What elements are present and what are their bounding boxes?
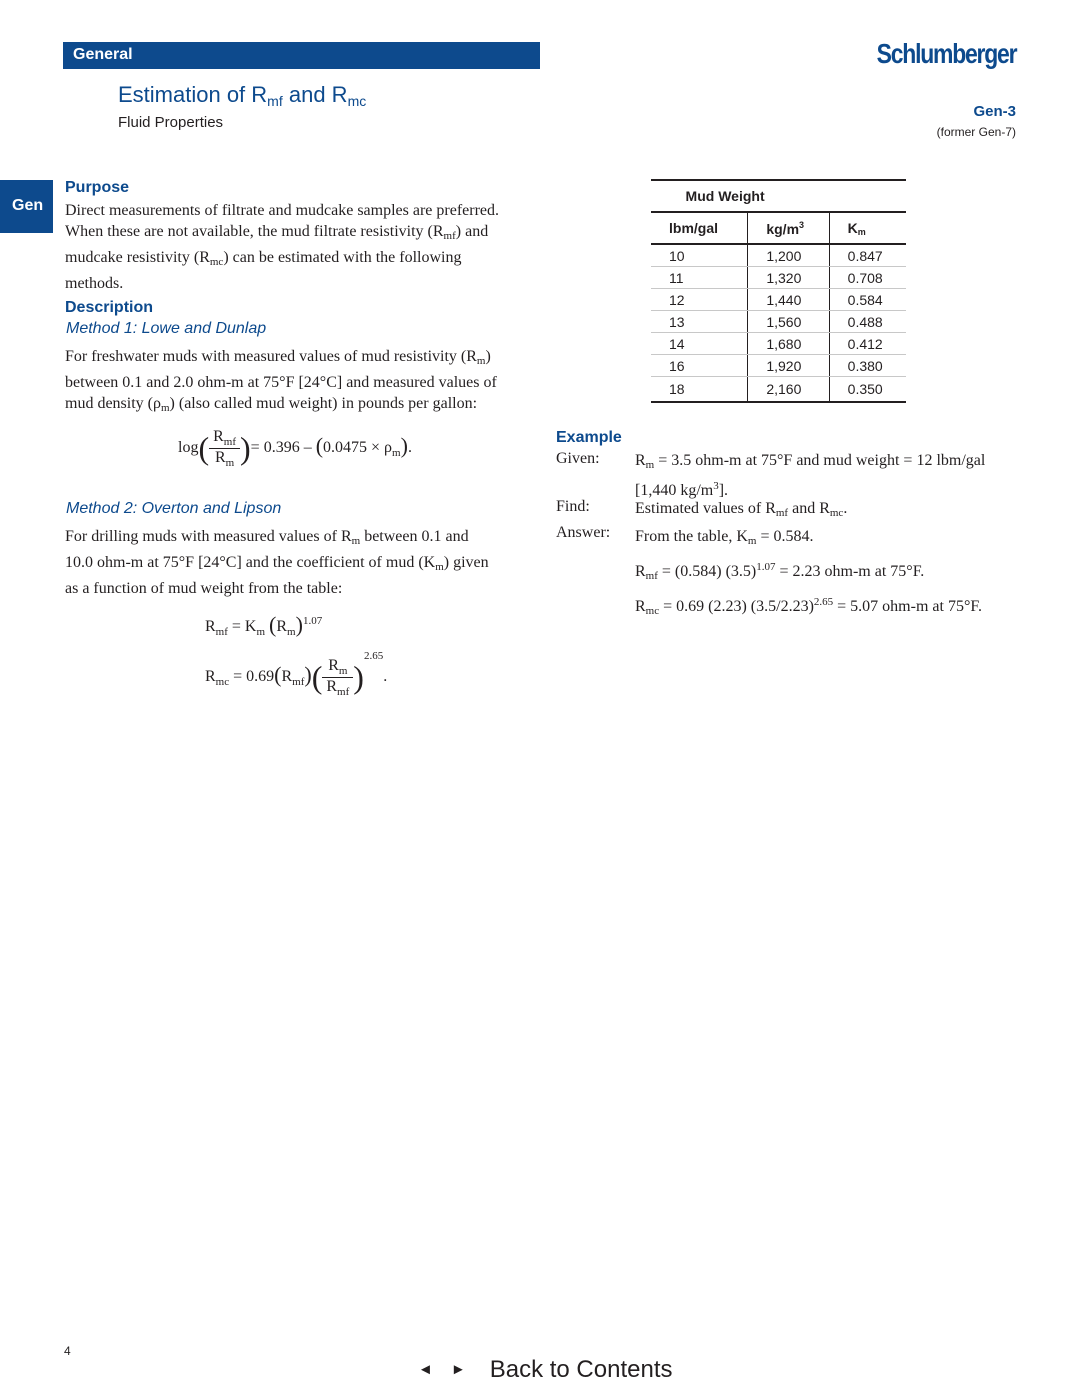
table-row: 12 1,440 0.584: [651, 289, 906, 311]
side-tab-gen[interactable]: [0, 180, 53, 233]
given-text: $R_m = 3.5$ ohm-m at 75°F and mud weight = 12 lbm/gal [1,440 $kg/m^3$].: [635, 452, 986, 499]
col-header-kg-m3: $kg/m^3$: [748, 212, 829, 244]
table-row: 10 1,200 0.847: [651, 244, 906, 267]
next-page-icon[interactable]: ►: [450, 1361, 466, 1378]
col-header-km: $K_m$: [829, 212, 906, 244]
brand-logo: Schlumberger: [876, 38, 1016, 69]
find-label: Find:: [556, 498, 590, 515]
answer-label: Answer:: [556, 524, 611, 541]
method1-text: For freshwater muds with measured values of mud resistivity $(R_m)$ between 0.1 and 2.0 ohm-m at 75°F [24°C] and measured values of mud density $(\rho_m)$ (also called mud weight) in pounds per gallon:: [65, 348, 497, 414]
mud-weight-table: [651, 179, 906, 403]
page-number: 4: [64, 1344, 71, 1358]
table-header-row: [651, 212, 906, 244]
back-to-contents-link[interactable]: Back to Contents: [489, 1356, 673, 1383]
method2-title: Method 2: Overton and Lipson: [66, 500, 282, 517]
table-caption: Mud Weight: [651, 180, 829, 212]
document-id: Gen-3: [973, 103, 1016, 120]
table-row: 13 1,560 0.488: [651, 311, 906, 333]
table-row: 16 1,920 0.380: [651, 355, 906, 377]
given-label: Given:: [556, 450, 600, 467]
page-title: Estimation of $R_{mf}$ and $R_{mc}$: [118, 82, 367, 109]
table-row: 14 1,680 0.412: [651, 333, 906, 355]
find-text: Estimated values of $R_{mf}$ and $R_{mc}$.: [635, 500, 848, 519]
former-document-id: (former Gen-7): [936, 125, 1016, 139]
description-heading: Description: [65, 299, 154, 316]
example-heading: Example: [556, 429, 622, 446]
page-subtitle: Fluid Properties: [118, 114, 224, 131]
section-header-bar: [63, 42, 540, 69]
section-label: General: [73, 46, 133, 63]
method1-title: Method 1: Lowe and Dunlap: [66, 320, 267, 337]
previous-page-icon[interactable]: ◄: [418, 1361, 433, 1378]
footer-navigation: [418, 1356, 672, 1384]
side-tab-label: Gen: [12, 197, 44, 214]
col-header-lbm-gal: lbm/gal: [651, 212, 748, 244]
equation-rmc: $R_{mc} = 0.69(R_{mf})$( $\frac{R_m}{R_{mf}}$ )$^{2.65}$.: [205, 650, 388, 698]
purpose-text: Direct measurements of filtrate and mudcake samples are preferred. When these are not available, the mud filtrate resistivity $(R_{mf})$ and mudcake resistivity $(R_{mc})$ can be estimated with the following methods.: [65, 202, 500, 292]
equation-lowe-dunlap: log( $\frac{R_{mf}}{R_m}$ )= $0.396 - (0.0475 \times \rho_m)$.: [178, 428, 412, 469]
purpose-heading: Purpose: [65, 179, 130, 196]
table-row: 11 1,320 0.708: [651, 267, 906, 289]
table-caption-row: [651, 180, 906, 212]
answer-text: From the table, $K_m = 0.584$. $R_{mf} = (0.584) (3.5)^{1.07} = 2.23$ ohm-m at 75°F. $R_{mc} = 0.69$ (2.23) $(3.5/2.23)^{2.65} = 5.07$ ohm-m at 75°F.: [635, 528, 982, 617]
table-row: 18 2,160 0.350: [651, 377, 906, 403]
method2-text: For drilling muds with measured values of $R_m$ between 0.1 and 10.0 ohm-m at 75°F [24°C] and the coefficient of mud $(K_m)$ given as a function of mud weight from the table:: [65, 528, 489, 597]
equation-rmf: $R_{mf} = K_m$ $(R_m)^{1.07}$: [205, 612, 323, 638]
